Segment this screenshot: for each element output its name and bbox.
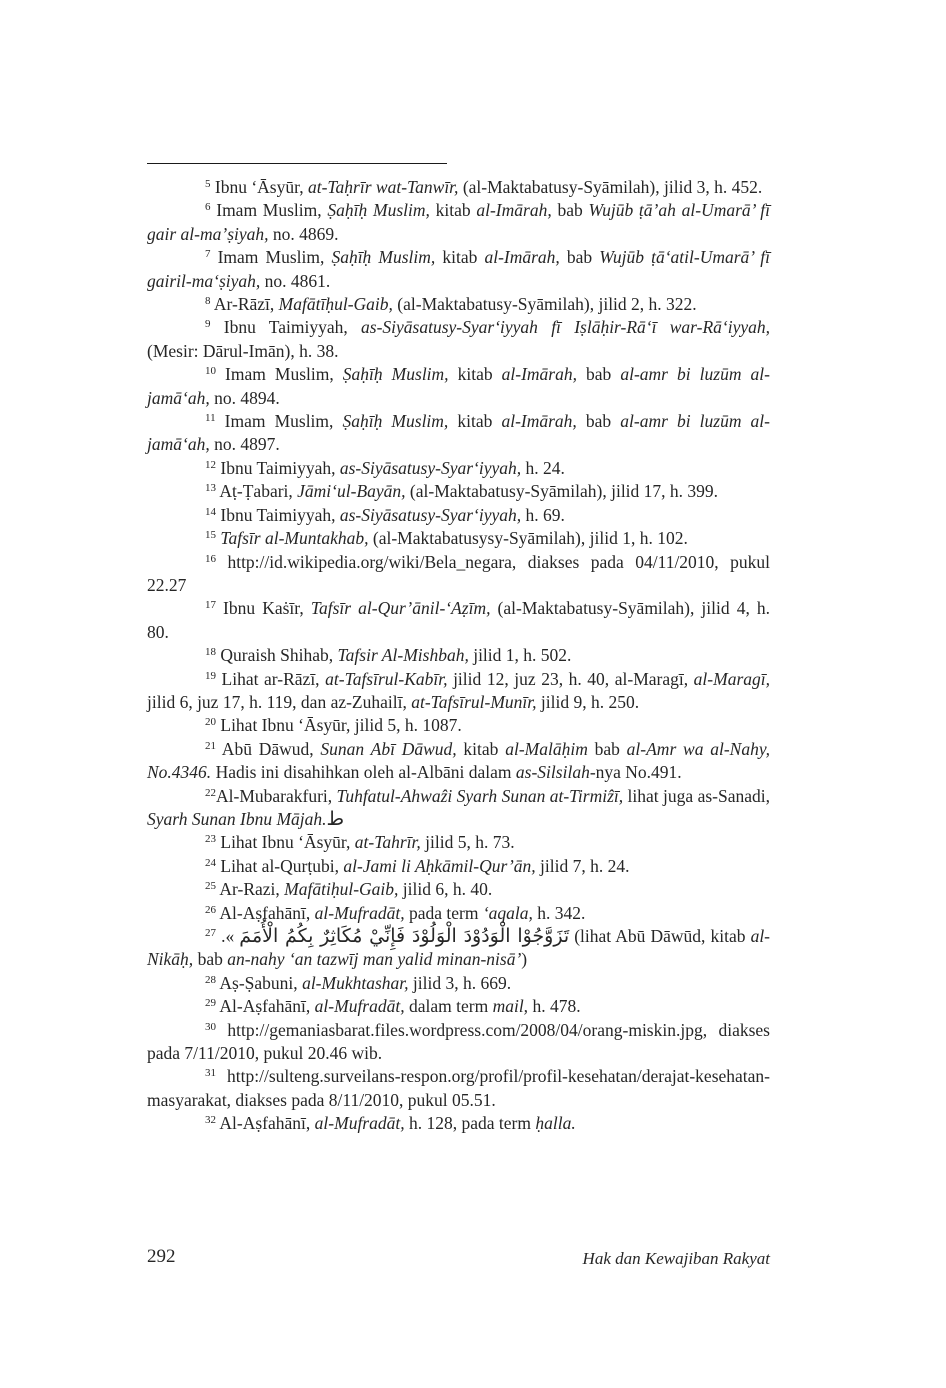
footnote-title: al-Imārah, — [484, 247, 560, 268]
footnote-text: Lihat Ibnu ‘Āsyūr, — [216, 832, 355, 853]
footnote-text: Aṣ-Ṣabuni, — [216, 972, 303, 993]
footnote — [147, 644, 770, 667]
footnote-text: pada term — [404, 902, 483, 923]
footnote — [147, 316, 770, 363]
footnote-title: an-nahy ‘an tazwīj man yalid minan-nisā’ — [227, 949, 522, 970]
footnote-number: 28 — [205, 973, 216, 986]
footnote-text: jilid 3, h. 669. — [408, 972, 512, 993]
footnote-text: -nya No.491. — [589, 762, 682, 783]
footnote-text: bab — [576, 364, 621, 385]
footnote — [147, 878, 770, 901]
footnote-title: Ṣaḥīḥ Muslim, — [331, 247, 436, 268]
arabic-text: تَزَوَّجُوْا الْوَدُوْدَ الْوَلُوْدَ فَإِنِّيْ مُكَاثِرٌ بِكُمُ الْأُمَمَ — [239, 925, 570, 947]
footnote-title: al-Amr wa al-Nahy, No.4346. — [147, 738, 771, 783]
footnote-text: http://sulteng.surveilans-respon.org/profil/profil-kesehatan/derajat-kesehatan-masyarakat, diakses pada 8/11/2010, pukul 05.51. — [147, 1066, 770, 1110]
footnote-text: Lihat al-Qurṭubi, — [216, 855, 344, 876]
footnote-title: al-Maragī, — [693, 668, 770, 689]
footnote — [147, 480, 770, 503]
footnote-number: 27 — [205, 927, 216, 939]
footnote — [147, 199, 770, 246]
footnote-title: as-Siyāsatusy-Syar‘iyyah, — [339, 457, 522, 478]
footnote-title: at-Tafsīrul-Kabīr, — [325, 668, 448, 689]
footnote-title: at-Taḥrīr wat-Tanwīr, — [307, 177, 459, 197]
footnote-number: 25 — [205, 880, 216, 893]
footnote-text: lihat juga as-Sanadi, — [623, 785, 770, 806]
footnote-text: h. 342. — [532, 902, 586, 923]
footnote — [147, 246, 770, 293]
footnote-text: http://gemaniasbarat.files.wordpress.com/2008/04/orang-miskin.jpg, diakses pada 7/11/2010, pukul 20.46 wib. — [147, 1019, 770, 1064]
footnote-separator — [147, 163, 447, 164]
footnote-title: as-Silsilah — [515, 762, 590, 783]
footnote-text: kitab — [429, 200, 477, 221]
footnote-number: 9 — [205, 318, 211, 331]
footnote-title: al-Nikāḥ, — [147, 926, 771, 970]
footnote-text: Al-Aṣfahānī, — [216, 902, 315, 923]
footnote-title: ḥalla. — [535, 1113, 576, 1134]
footnote-number: 8 — [205, 295, 211, 308]
footnote-text: Imam Muslim, — [216, 364, 343, 385]
footnote — [147, 785, 770, 832]
footnote-title: Syarh Sunan Ibnu Mājah. — [147, 808, 327, 829]
footnote-number: 7 — [205, 248, 211, 261]
footnote-text: jilid 6, juz 17, h. 119, dan az-Zuhailī, — [147, 691, 412, 712]
footnote-text: jilid 7, h. 24. — [535, 855, 630, 876]
footnote-text: Imam Muslim, — [210, 200, 328, 221]
footnote-text: Imam Muslim, — [210, 247, 332, 268]
footnote-text: h. 69. — [521, 504, 565, 525]
footnote-title: Sunan Abī Dāwud, — [320, 738, 457, 759]
footnote-text: bab — [551, 200, 589, 221]
footnote-title: Wujūb ṭā’ah al-Umarā’ fī gair al-ma’ṣiyah, — [147, 200, 770, 244]
footnote-number: 26 — [205, 903, 216, 916]
footnote-title: al-Imārah, — [501, 364, 577, 385]
footnote — [147, 972, 770, 995]
footnote-title: Wujūb ṭā‘atil-Umarā’ fī gairil-ma‘ṣiyah, — [147, 247, 770, 291]
running-title: Hak dan Kewajiban Rakyat — [582, 1249, 770, 1268]
footnote — [147, 925, 770, 972]
footnote — [147, 668, 770, 715]
footnote-text: no. 4897. — [209, 434, 280, 455]
footnote-text: bab — [559, 247, 600, 268]
footnote-number: 23 — [205, 833, 216, 846]
footnote-text: bab — [193, 949, 228, 970]
footnote-number: 21 — [205, 739, 216, 752]
footnote-title: Tuhfatul-Ahwaẑi Syarh Sunan at-Tirmiẑī, — [336, 785, 624, 806]
footnote-title: Ṣaḥīḥ Muslim, — [342, 364, 449, 385]
footnote-text: jilid 6, h. 40. — [398, 879, 493, 900]
footnote — [147, 714, 770, 737]
footnote-title: ‘aqala, — [482, 902, 533, 923]
footnote-number: 30 — [205, 1020, 216, 1033]
footnote-number: 32 — [205, 1114, 216, 1127]
footnote-text: h. 478. — [528, 996, 581, 1017]
footnote-title: Tafsīr al-Qur’ānil-‘Aẓīm, — [310, 598, 491, 619]
footnote-number: 20 — [205, 716, 216, 729]
footnote-title: al-Malāḥim — [505, 738, 588, 759]
footnote-text: no. 4861. — [260, 270, 331, 291]
footnote — [147, 597, 770, 644]
footnote-number: 31 — [205, 1067, 216, 1080]
footnote-text: Lihat Ibnu ‘Āsyūr, jilid 5, h. 1087. — [216, 715, 462, 736]
footnote-text: Abū Dāwud, — [216, 738, 321, 759]
footnote-number: 17 — [205, 599, 216, 612]
footnote-title: Jāmi‘ul-Bayān, — [297, 481, 406, 502]
footnote-text: dalam term — [404, 996, 493, 1017]
footnote — [147, 902, 770, 925]
arabic-text: ط — [326, 807, 345, 830]
footnote — [147, 363, 770, 410]
footnote — [147, 293, 770, 316]
footnote-title: al-Mufradāt, — [314, 996, 405, 1017]
footnote — [147, 410, 770, 457]
footnote-number: 12 — [205, 458, 216, 471]
footnote-number: 16 — [205, 552, 216, 565]
footnote-text: Ar-Rāzī, — [210, 294, 279, 315]
footnote-text: bab — [576, 411, 621, 432]
footnote-text: no. 4894. — [209, 387, 280, 408]
footnote-number: 11 — [205, 412, 216, 425]
footnote-number: 13 — [205, 482, 216, 495]
footnote-title: Mafātiḥul-Gaib, — [284, 879, 399, 900]
footnote-text: http://id.wikipedia.org/wiki/Bela_negara, diakses pada 04/11/2010, pukul 22.27 — [147, 551, 770, 595]
footnote-title: mail, — [492, 996, 529, 1017]
footnote-text: kitab — [435, 247, 485, 268]
footnote — [147, 457, 770, 480]
footnote — [147, 1019, 770, 1066]
page-number: 292 — [147, 1246, 176, 1267]
footnote-text: kitab — [456, 738, 506, 759]
footnote — [147, 551, 770, 598]
footnote-text: Ibnu Taimiyyah, — [216, 457, 340, 478]
footnote-title: Ṣaḥīḥ Muslim, — [342, 411, 449, 432]
footnote-text: (al-Maktabatusy-Syāmilah), jilid 17, h. 399. — [405, 481, 719, 502]
footnote-title: at-Tafsīrul-Munīr, — [411, 691, 537, 712]
footnote-text: Aṭ-Ṭabari, — [216, 481, 298, 502]
footnote-title: al-Imārah, — [476, 200, 552, 221]
footnote-text: Al-Mubarakfuri, — [216, 785, 337, 806]
footnote — [147, 831, 770, 854]
footnote-text: kitab — [448, 364, 502, 385]
footnote — [147, 1065, 770, 1112]
footnote-text: jilid 9, h. 250. — [536, 691, 640, 712]
footnote-number: 6 — [205, 201, 211, 214]
footnote-title: al-Mukhtashar, — [302, 972, 409, 993]
footnote-text: Ibnu Taimiyyah, — [210, 317, 362, 338]
footnote-text: (al-Maktabatusy-Syāmilah), jilid 4, h. 80. — [147, 598, 770, 642]
footnote-title: as-Siyāsatusy-Syar‘iyyah fī Iṣlāḥir-Rā‘ī war-Rā‘iyyah, — [361, 317, 770, 338]
footnote-title: Tafsir Al-Mishbah, — [337, 645, 469, 666]
footnote — [147, 995, 770, 1018]
footnote-text: Al-Aṣfahānī, — [216, 1113, 315, 1134]
footnote-text: (al-Maktabatusysy-Syāmilah), jilid 1, h. 102. — [368, 528, 688, 549]
footnote-number: 5 — [205, 178, 211, 190]
footnote — [147, 738, 770, 785]
footnote-title: al-Imārah, — [501, 411, 577, 432]
footnote-text: jilid 5, h. 73. — [420, 832, 515, 853]
footnote-text: Quraish Shihab, — [216, 645, 338, 666]
footnote-number: 15 — [205, 529, 216, 542]
footnote-text: kitab — [448, 411, 502, 432]
footnote — [147, 855, 770, 878]
footnote-title: al-Mufradāt, — [314, 902, 405, 923]
footnote-number: 14 — [205, 505, 216, 518]
footnote-number: 29 — [205, 997, 216, 1010]
footnote-title: Mafātīḥul-Gaib, — [278, 294, 393, 315]
footnote-text: bab — [587, 738, 627, 759]
footnote-title: al-Jami li Aḥkāmil-Qur’ān, — [343, 855, 536, 876]
footnote-text: (lihat Abū Dāwūd, kitab — [569, 926, 751, 946]
footnote-text: (Mesir: Dārul-Imān), h. 38. — [147, 340, 339, 361]
footnote-title: al-amr bi luzūm al-jamā‘ah, — [147, 411, 770, 455]
footnote-title: al-amr bi luzūm al-jamā‘ah, — [147, 364, 770, 408]
footnote-text: (al-Maktabatusy-Syāmilah), jilid 3, h. 452. — [458, 177, 763, 197]
footnote-text: no. 4869. — [268, 223, 339, 244]
footnote-title: al-Mufradāt, — [314, 1113, 405, 1134]
footnote-list — [147, 176, 770, 1136]
footnote-text: jilid 12, juz 23, h. 40, al-Maragī, — [447, 668, 694, 689]
footnote — [147, 176, 770, 199]
footnote-text: Imam Muslim, — [215, 411, 343, 432]
footnote-number: 22 — [205, 786, 216, 799]
footnote-text: Al-Aṣfahānī, — [216, 996, 315, 1017]
footnote-text: Ibnu Taimiyyah, — [216, 504, 340, 525]
footnote-text: h. 24. — [521, 457, 565, 478]
footnote-title: as-Siyāsatusy-Syar‘iyyah, — [339, 504, 522, 525]
footnote-number: 18 — [205, 646, 216, 659]
footnote — [147, 527, 770, 550]
footnote-number: 19 — [205, 669, 216, 682]
footnote-title: Tafsīr al-Muntakhab, — [220, 528, 369, 549]
footnote-text: Ibnu ‘Āsyūr, — [210, 177, 308, 197]
footnote-text: (al-Maktabatusy-Syāmilah), jilid 2, h. 322. — [392, 294, 697, 315]
footnote — [147, 504, 770, 527]
footnote-text: Lihat ar-Rāzī, — [216, 668, 326, 689]
footnote-title: Ṣaḥīḥ Muslim, — [327, 200, 430, 221]
footnote-text: jilid 1, h. 502. — [468, 645, 572, 666]
footnote — [147, 1112, 770, 1135]
footnote-text: .« — [216, 926, 240, 946]
footnote-text: ) — [521, 949, 528, 970]
footnote-number: 10 — [205, 365, 216, 378]
footnote-text: h. 128, pada term — [404, 1113, 536, 1134]
footnote-number: 24 — [205, 856, 216, 869]
footnote-text: Hadis ini disahihkan oleh al-Albāni dalam — [211, 762, 516, 783]
footnote-text: Ibnu Kaṡīr, — [216, 598, 311, 619]
footnote-text: Ar-Razi, — [216, 879, 285, 900]
footnote-title: at-Tahrīr, — [354, 832, 421, 853]
